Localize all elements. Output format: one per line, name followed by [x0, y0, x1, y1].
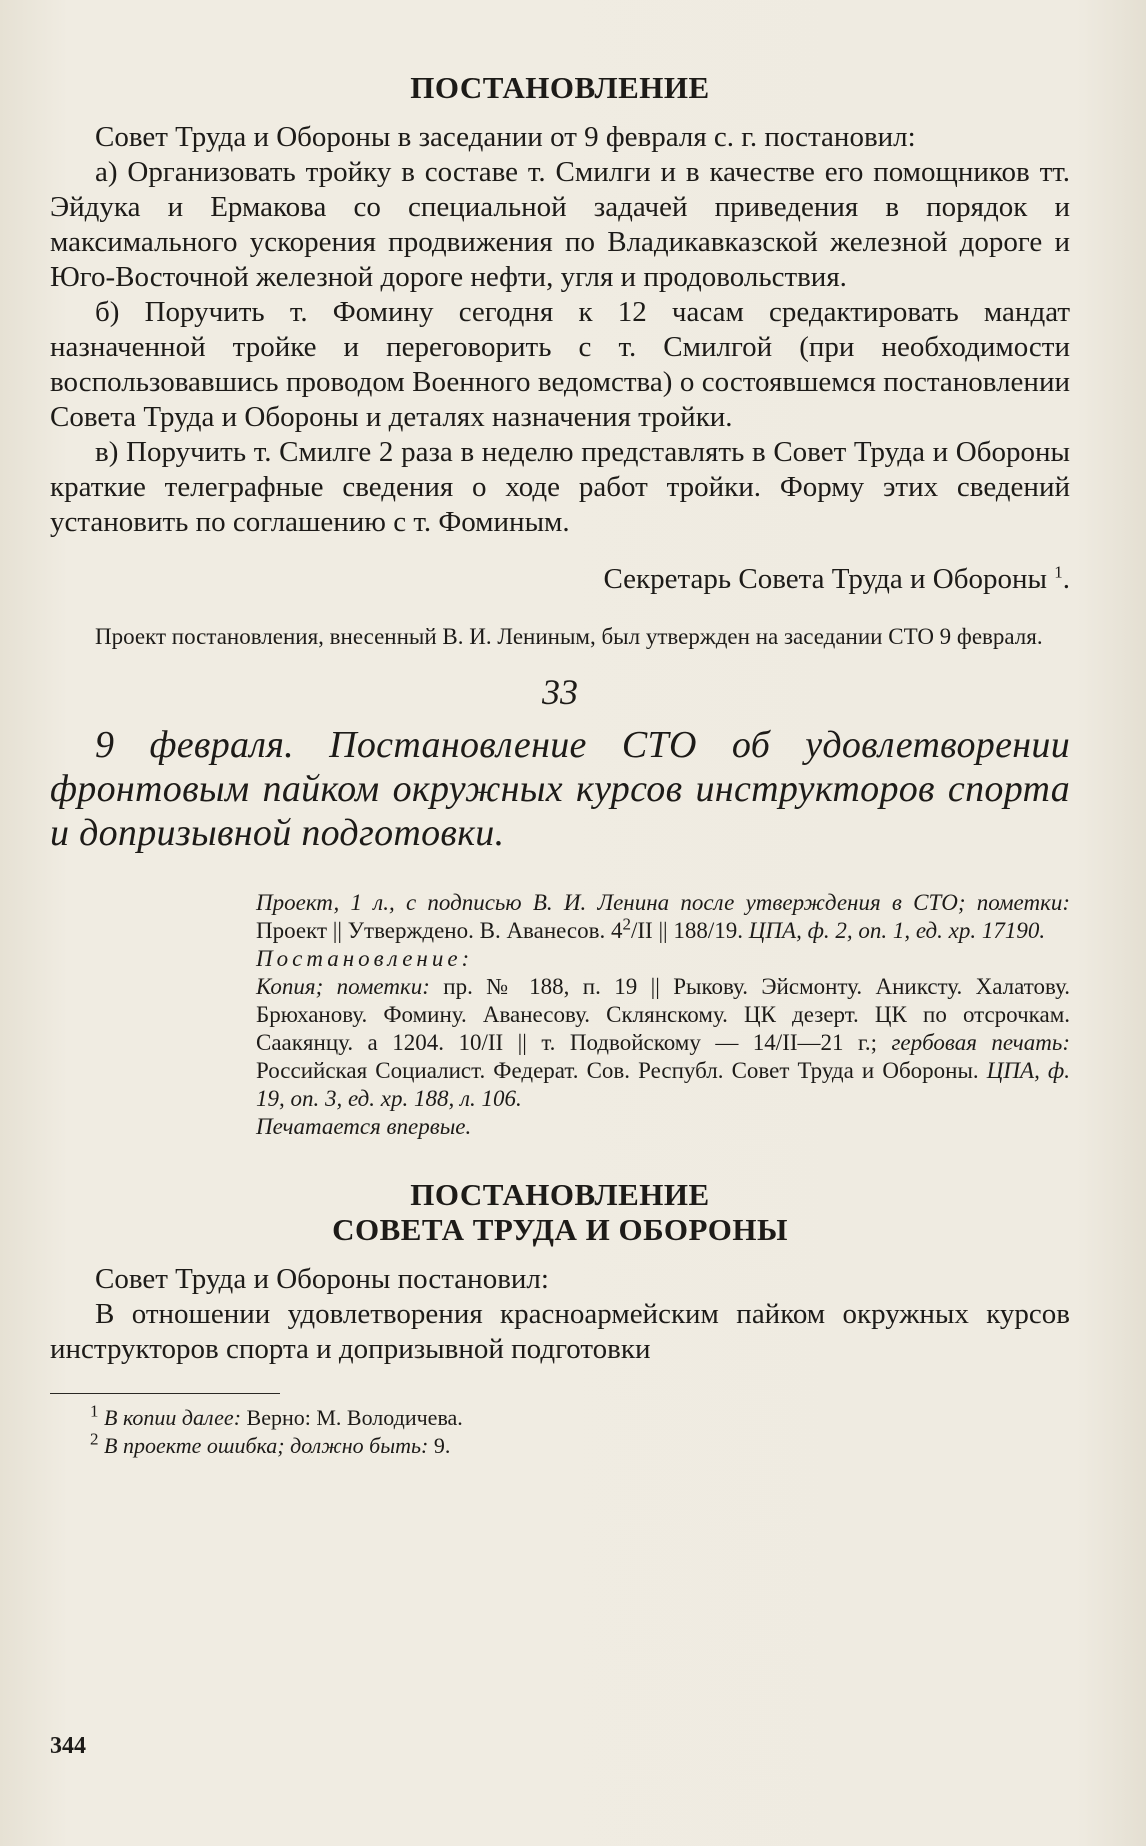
- archive-description: [256, 889, 1070, 1141]
- resolution-point-c: в) Поручить т. Смилге 2 раза в неделю представлять в Совет Труда и Обороны краткие телеграфные сведения о ходе работ тройки. Форму этих сведений установить по соглашению с т. Фоминым.: [50, 435, 1070, 538]
- document-number: 33: [542, 671, 578, 712]
- page-number: 344: [50, 1733, 86, 1759]
- footnote-1-label: В копии далее:: [104, 1404, 242, 1430]
- resolution-heading: ПОСТАНОВЛЕНИЕ: [410, 70, 710, 105]
- archive-first-print: Печатается впервые.: [256, 1113, 472, 1139]
- footnote-2-label: В проекте ошибка; должно быть:: [104, 1432, 429, 1458]
- document-title: 9 февраля. Постановление СТО об удовлетворении фронтовым пайком окружных курсов инструкторов спорта и допризывной подготовки.: [50, 723, 1070, 854]
- resolution-point-a: а) Организовать тройку в составе т. Смилги и в качестве его помощников тт. Эйдука и Ермакова со специальной задачей приведения в порядок и максимального ускорения продвижения по Владикавказской железной дороге и Юго-Восточной железной дороге нефти, угля и продовольствия.: [50, 155, 1070, 293]
- footnote-divider: [50, 1393, 280, 1394]
- footnote-1-text: Верно: М. Володичева.: [246, 1404, 463, 1430]
- footnote-2-num: 2: [90, 1429, 99, 1449]
- footnote-1: [90, 1401, 1070, 1432]
- footnote-ref-2: 2: [622, 913, 631, 933]
- archive-copy-marks: пр. № 188, п. 19 || Рыкову. Эйсмонту. Аниксту. Халатову. Брюханову. Фомину. Аванесову. Склянскому. ЦК дезерт. ЦК по отсрочкам. Саакянцу. а 1204. 10/II || т. Подвойскому — 14/II—21 г.;: [256, 973, 1071, 1055]
- archive-resolution-label: Постановление:: [256, 945, 474, 971]
- archive-draft-marks-end: /II || 188/19.: [630, 917, 744, 943]
- archive-seal-label: гербовая печать:: [891, 1029, 1071, 1055]
- footnote-2-text: 9.: [433, 1432, 451, 1458]
- archive-copy-source: ЦПА, ф. 19, оп. 3, ед. хр. 188, л. 106.: [256, 1057, 1070, 1111]
- resolution-point-b: б) Поручить т. Фомину сегодня к 12 часам средактировать мандат назначенной тройке и переговорить с т. Смилгой (при необходимости воспользовавшись проводом Военного ведомства) о состоявшемся постановлении Совета Труда и Обороны и деталях назначения тройки.: [50, 295, 1070, 433]
- signature-text: Секретарь Совета Труда и Обороны: [603, 562, 1047, 595]
- archive-seal-text: Российская Социалист. Федерат. Сов. Республ. Совет Труда и Обороны.: [256, 1057, 979, 1083]
- resolution-2-heading: [50, 1177, 1070, 1248]
- archive-copy: [256, 973, 1070, 1113]
- archive-draft: [256, 889, 1070, 945]
- signature-line: Секретарь Совета Труда и Обороны $^1$.: [603, 561, 1070, 595]
- footnote-2: [90, 1429, 1070, 1460]
- archive-draft-label: Проект, 1 л., с подписью В. И. Ленина после утверждения в СТО; пометки:: [256, 889, 1070, 915]
- resolution-2-heading-line2: СОВЕТА ТРУДА И ОБОРОНЫ: [332, 1212, 788, 1248]
- footnote-1-num: 1: [90, 1401, 99, 1421]
- footnote-ref-1: 1: [1054, 561, 1063, 581]
- resolution-2-heading-line1: ПОСТАНОВЛЕНИЕ: [410, 1176, 710, 1212]
- resolution-2-intro: Совет Труда и Обороны постановил:: [95, 1262, 549, 1295]
- resolution-2-text: В отношении удовлетворения красноармейским пайком окружных курсов инструкторов спорта и допризывной подготовки: [50, 1297, 1070, 1365]
- archive-draft-marks: Проект || Утверждено. В. Аванесов. 4: [256, 917, 623, 943]
- archive-copy-label: Копия; пометки:: [256, 973, 430, 999]
- editorial-note: Проект постановления, внесенный В. И. Лениным, был утвержден на заседании СТО 9 февраля.: [95, 623, 1043, 649]
- archive-draft-source: ЦПА, ф. 2, оп. 1, ед. хр. 17190.: [748, 917, 1046, 943]
- resolution-intro: Совет Труда и Обороны в заседании от 9 февраля с. г. постановил:: [95, 120, 916, 153]
